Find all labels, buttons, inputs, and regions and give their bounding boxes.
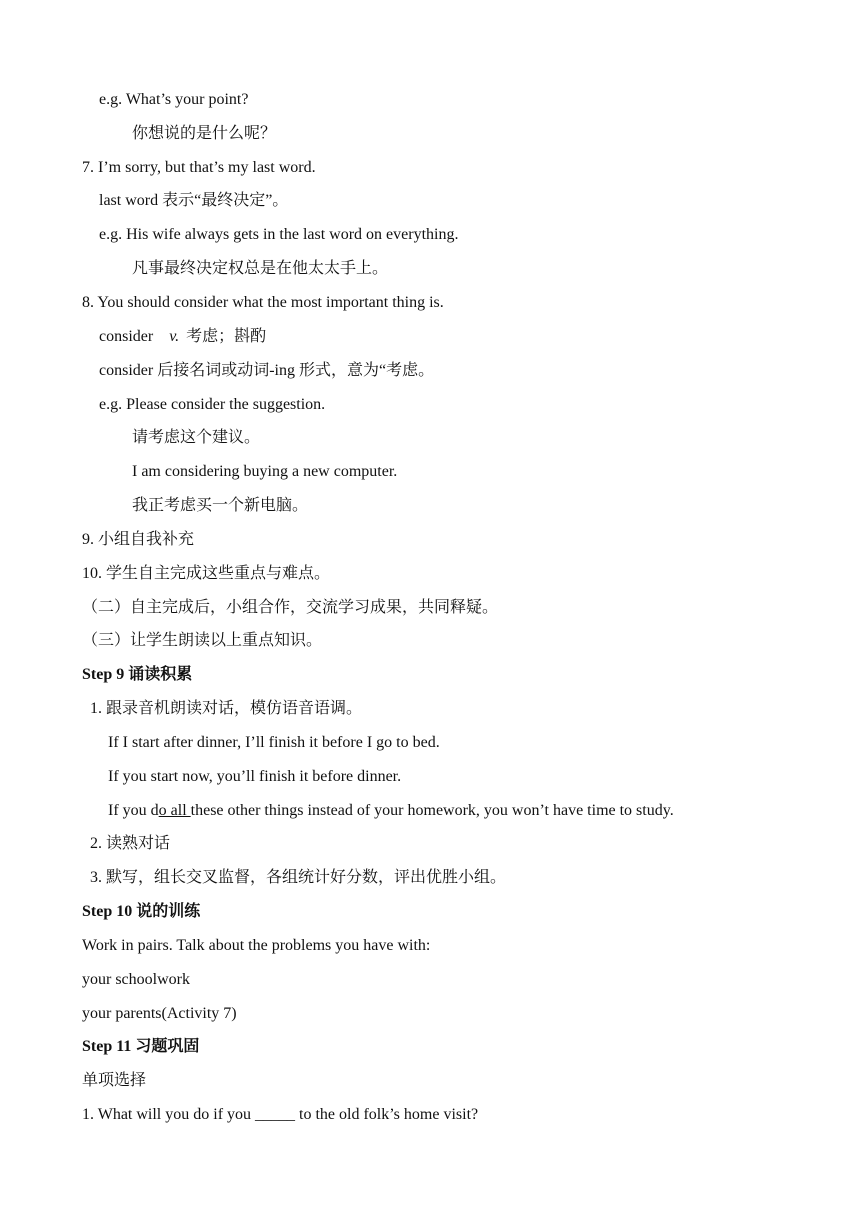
dialogue-text-end: these other things instead of your homework, you won’t have time to study. — [190, 802, 674, 819]
step-heading: Step 9 诵读积累 — [82, 666, 193, 683]
vocab-meaning: 考虑；斟酌 — [186, 328, 267, 345]
dialogue-line — [108, 801, 674, 821]
underlined-text: o all — [158, 802, 191, 819]
step-heading: Step 10 说的训练 — [82, 903, 201, 920]
vocab-entry-line — [99, 327, 266, 347]
example-line: e.g. His wife always gets in the last word on everything. — [99, 226, 459, 243]
item-heading: 7. I’m sorry, but that’s my last word. — [82, 159, 316, 176]
translation-line: 请考虑这个建议。 — [132, 429, 261, 446]
part-of-speech: v. — [169, 328, 180, 345]
vocab-word: consider — [99, 328, 154, 345]
item-heading: 8. You should consider what the most important thing is. — [82, 294, 444, 311]
section-label: 单项选择 — [82, 1072, 147, 1089]
translation-line: 你想说的是什么呢？ — [132, 125, 277, 142]
example-line: I am considering buying a new computer. — [132, 463, 398, 480]
paragraph-line: your parents(Activity 7) — [82, 1005, 237, 1022]
explanation-line: last word 表示“最终决定”。 — [99, 192, 289, 209]
step-item: 1. 跟录音机朗读对话，模仿语音语调。 — [90, 700, 363, 717]
translation-line: 我正考虑买一个新电脑。 — [132, 497, 309, 514]
example-line: e.g. What’s your point? — [99, 91, 249, 108]
item-heading: 10. 学生自主完成这些重点与难点。 — [82, 565, 331, 582]
dialogue-text-start: If you d — [108, 802, 159, 819]
item-heading: 9. 小组自我补充 — [82, 531, 195, 548]
dialogue-line: If you start now, you’ll finish it before dinner. — [108, 768, 402, 785]
dialogue-line: If I start after dinner, I’ll finish it before I go to bed. — [108, 734, 440, 751]
question-line: 1. What will you do if you _____ to the old folk’s home visit? — [82, 1106, 479, 1123]
explanation-line: consider 后接名词或动词-ing 形式，意为“考虑。 — [99, 362, 435, 379]
step-heading: Step 11 习题巩固 — [82, 1038, 200, 1055]
paragraph-line: your schoolwork — [82, 971, 190, 988]
paragraph-line: Work in pairs. Talk about the problems you have with: — [82, 937, 431, 954]
step-item: 3. 默写，组长交叉监督，各组统计好分数，评出优胜小组。 — [90, 869, 507, 886]
translation-line: 凡事最终决定权总是在他太太手上。 — [132, 260, 389, 277]
paragraph-line: （二）自主完成后，小组合作，交流学习成果，共同释疑。 — [82, 599, 499, 616]
step-item: 2. 读熟对话 — [90, 835, 171, 852]
example-line: e.g. Please consider the suggestion. — [99, 396, 326, 413]
paragraph-line: （三）让学生朗读以上重点知识。 — [82, 632, 323, 649]
